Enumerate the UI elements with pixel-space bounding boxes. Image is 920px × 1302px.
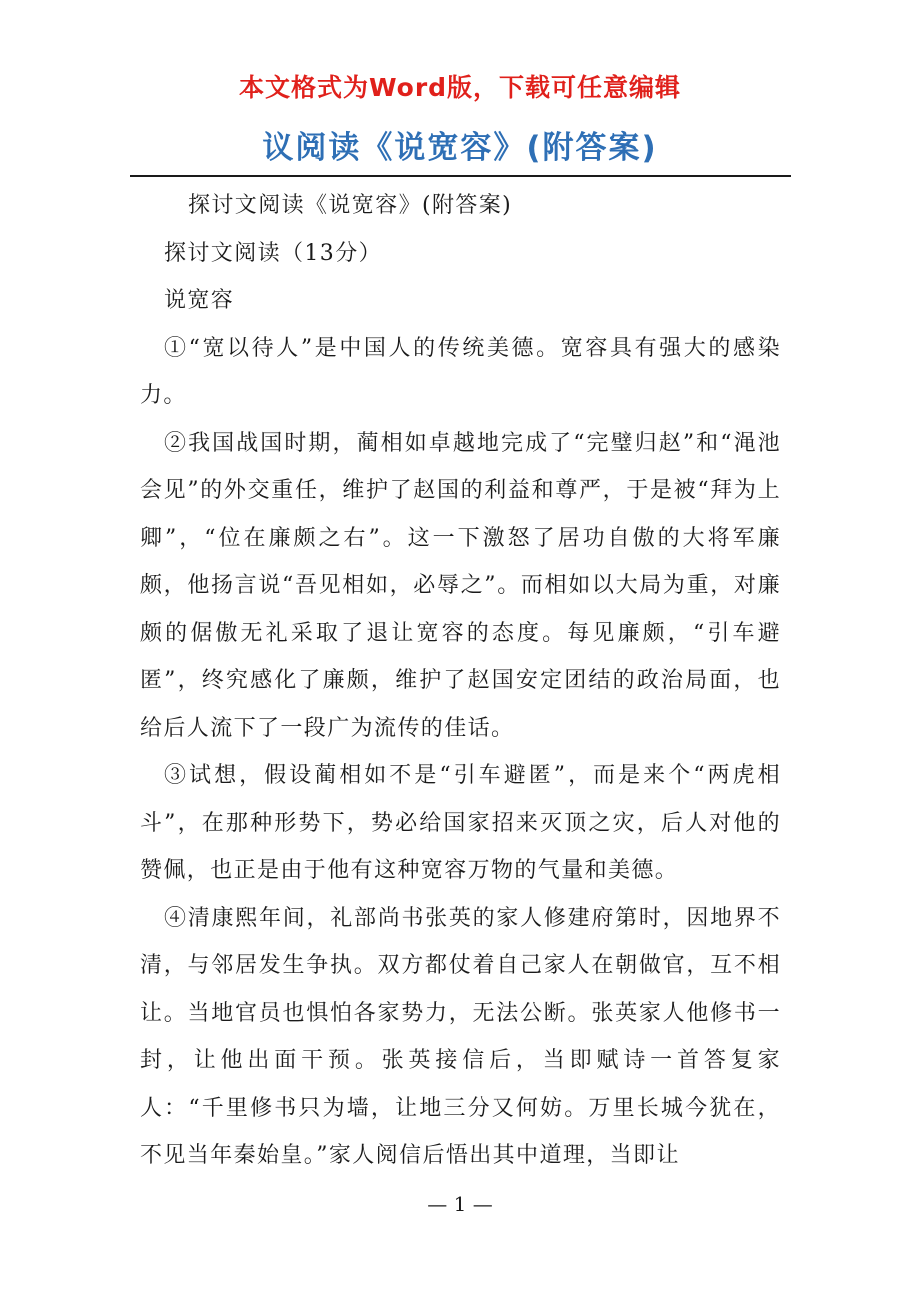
download-banner: 本文格式为Word版，下载可任意编辑	[238, 73, 682, 102]
essay-title: 说宽容	[164, 288, 235, 313]
document-title: 议阅读《说宽容》(附答案)	[262, 130, 658, 166]
section-heading: 探讨文阅读（13分）	[164, 240, 382, 266]
document-body	[140, 182, 781, 1180]
header-divider	[130, 175, 791, 177]
paragraph-3: ③试想，假设蔺相如不是“引车避匿”，而是来个“两虎相斗”，在那种形势下，势必给国家招来灭顶之灾，后人对他的赞佩，也正是由于他有这种宽容万物的气量和美德。	[140, 763, 781, 883]
paragraph-4: ④清康熙年间，礼部尚书张英的家人修建府第时，因地界不清，与邻居发生争执。双方都仗着自己家人在朝做官，互不相让。当地官员也惧怕各家势力，无法公断。张英家人他修书一封，让他出面干预。张英接信后，当即赋诗一首答复家人：“千里修书只为墙，让地三分又何妨。万里长城今犹在，不见当年秦始皇。”家人阅信后悟出其中道理，当即让	[140, 905, 781, 1168]
paragraph-1: ①“宽以待人”是中国人的传统美德。宽容具有强大的感染力。	[140, 335, 781, 408]
page-number: — 1 —	[427, 1192, 493, 1216]
paragraph-2: ②我国战国时期，蔺相如卓越地完成了“完璧归赵”和“渑池会见”的外交重任，维护了赵国的利益和尊严，于是被“拜为上卿”，“位在廉颇之右”。这一下激怒了居功自傲的大将军廉颇，他扬言说“吾见相如，必辱之”。而相如以大局为重，对廉颇的倨傲无礼采取了退让宽容的态度。每见廉颇，“引车避匿”，终究感化了廉颇，维护了赵国安定团结的政治局面，也给后人流下了一段广为流传的佳话。	[140, 430, 781, 741]
subtitle: 探讨文阅读《说宽容》(附答案)	[188, 193, 513, 218]
